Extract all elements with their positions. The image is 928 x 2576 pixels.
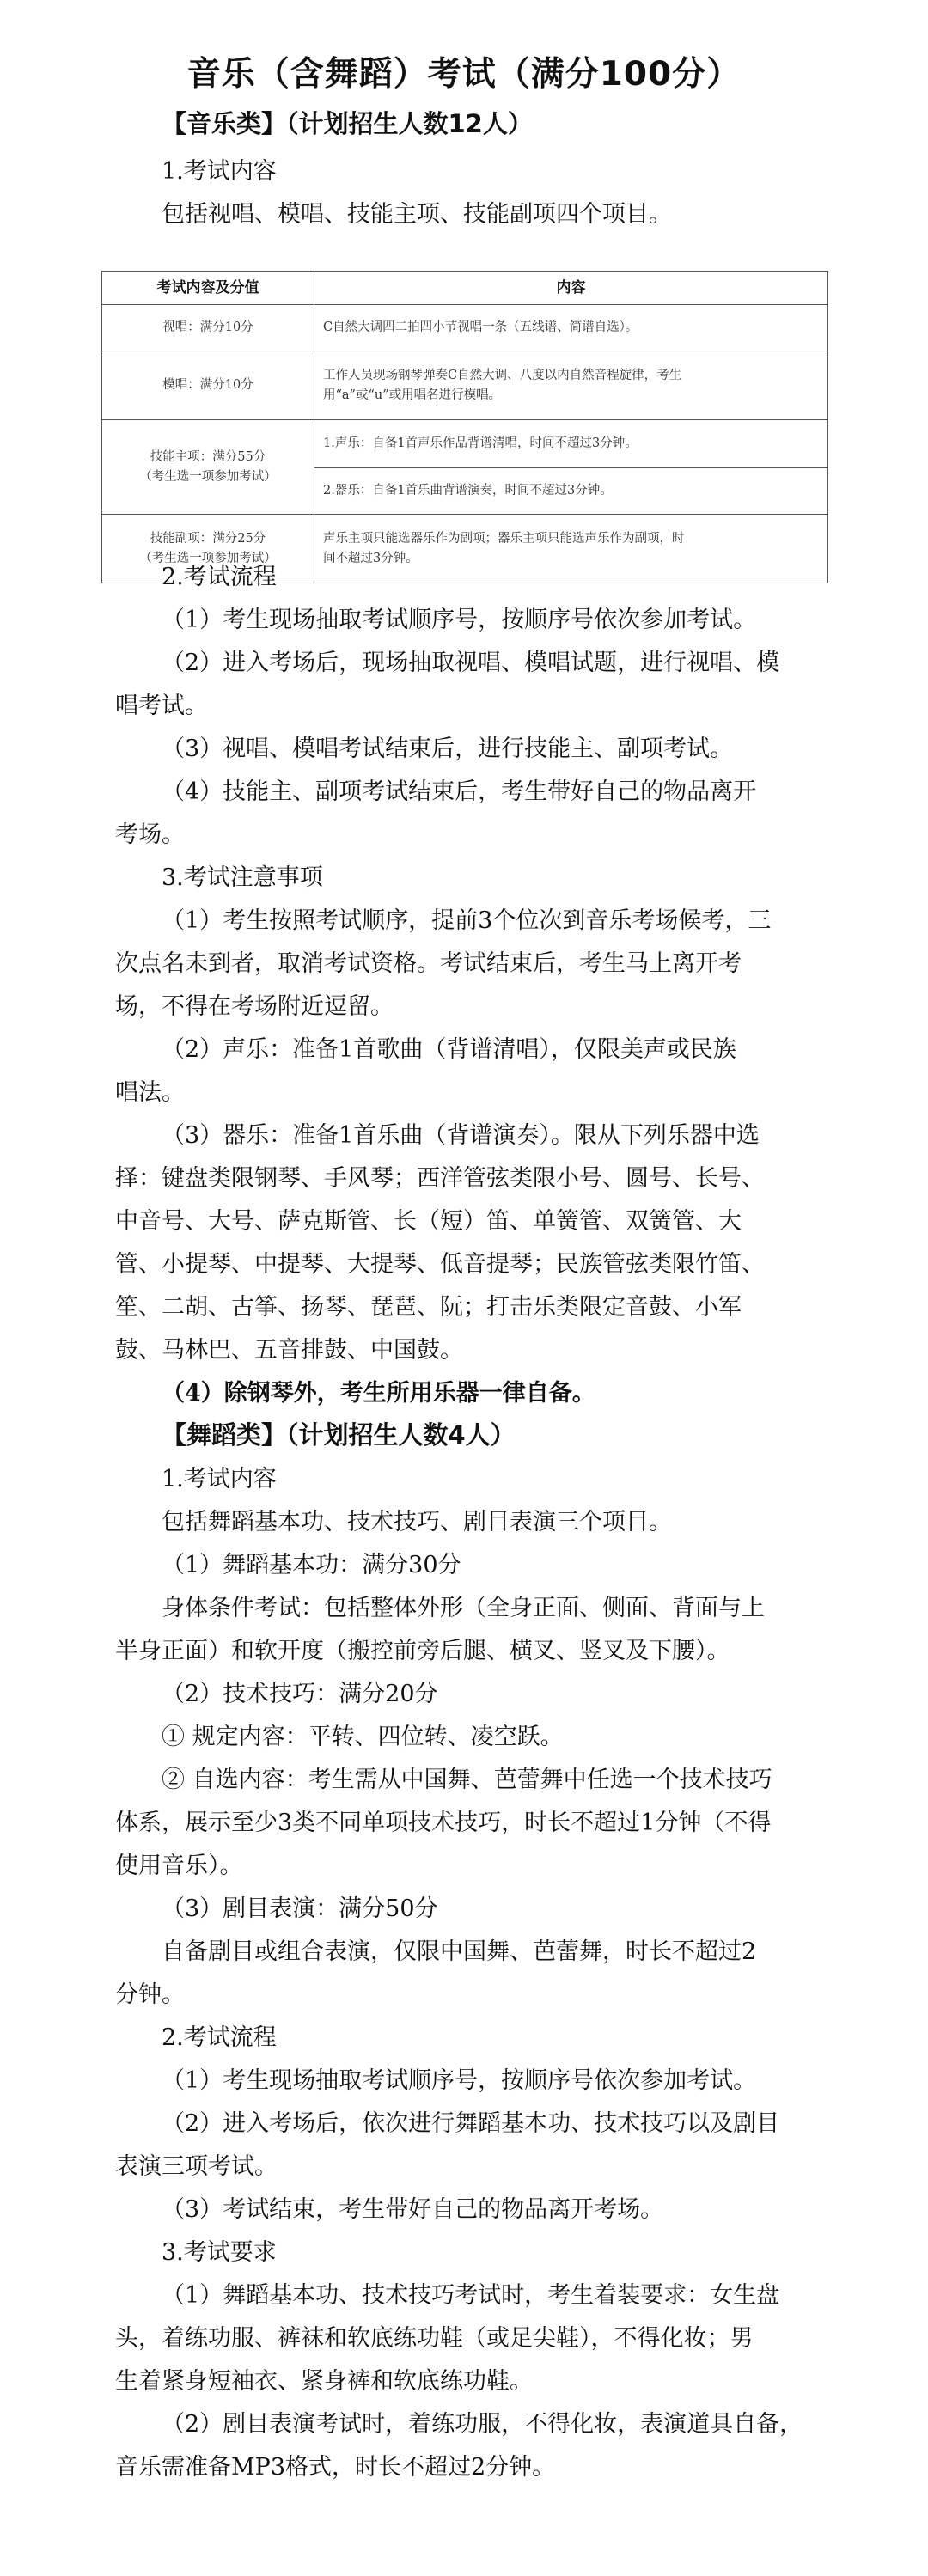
dance-text-line: 包括舞蹈基本功、技术技巧、剧目表演三个项目。 [162, 1509, 672, 1535]
music-text-line: （1）考生按照考试顺序，提前3个位次到音乐考场候考，三 [162, 907, 772, 934]
dance-text-line: 分钟。 [115, 1981, 185, 2008]
music-text-line: 3.考试注意事项 [162, 864, 323, 891]
table-cell-content: 1.声乐：自备1首声乐作品背谱清唱，时间不超过3分钟。 [314, 420, 828, 468]
table-cell-item: 视唱：满分10分 [102, 305, 314, 351]
music-text-line: （3）视唱、模唱考试结束后，进行技能主、副项考试。 [162, 736, 734, 762]
table-cell-item: 模唱：满分10分 [102, 351, 314, 420]
dance-text-line: 3.考试要求 [162, 2239, 277, 2266]
table-header-item: 考试内容及分值 [102, 272, 314, 305]
table-cell-content: 2.器乐：自备1首乐曲背谱演奏，时间不超过3分钟。 [314, 468, 828, 515]
dance-text-line: 体系，展示至少3类不同单项技术技巧，时长不超过1分钟（不得 [115, 1810, 772, 1836]
dance-text-line: （3）剧目表演：满分50分 [162, 1895, 438, 1922]
music-text-line: 唱考试。 [115, 693, 208, 719]
music-text-line: （3）器乐：准备1首乐曲（背谱演奏）。限从下列乐器中选 [162, 1122, 760, 1149]
dance-text-line: ② 自选内容：考生需从中国舞、芭蕾舞中任选一个技术技巧 [162, 1767, 772, 1793]
music-text-line: 2.考试流程 [162, 564, 277, 590]
dance-text-line: 头，着练功服、裤袜和软底练功鞋（或足尖鞋），不得化妆；男 [115, 2325, 754, 2352]
music-text-line: （2）进入考场后，现场抽取视唱、模唱试题，进行视唱、模 [162, 650, 780, 676]
music-text-line: 鼓、马林巴、五音排鼓、中国鼓。 [115, 1337, 463, 1364]
music-text-line: （1）考生现场抽取考试顺序号，按顺序号依次参加考试。 [162, 607, 757, 633]
table-header-row [102, 272, 828, 305]
dance-text-line: （2）进入考场后，依次进行舞蹈基本功、技术技巧以及剧目 [162, 2110, 780, 2137]
table-cell-content: C自然大调四二拍四小节视唱一条（五线谱、简谱自选）。 [314, 305, 828, 351]
dance-text-line: 音乐需准备MP3格式，时长不超过2分钟。 [115, 2454, 556, 2481]
music-text-line: 中音号、大号、萨克斯管、长（短）笛、单簧管、双簧管、大 [115, 1208, 742, 1235]
table-cell-content: 工作人员现场钢琴弹奏C自然大调、八度以内自然音程旋律，考生 用“a”或“u”或用唱名进行模唱。 [314, 351, 828, 420]
table-row [102, 305, 828, 351]
dance-text-line: 自备剧目或组合表演，仅限中国舞、芭蕾舞，时长不超过2 [162, 1938, 757, 1965]
dance-text-line: 1.考试内容 [162, 1466, 277, 1492]
music-text-line: 择：键盘类限钢琴、手风琴；西洋管弦类限小号、圆号、长号、 [115, 1165, 765, 1192]
table-cell-content: 声乐主项只能选器乐作为副项；器乐主项只能选声乐作为副项，时 间不超过3分钟。 [314, 515, 828, 583]
music-text-line: 场，不得在考场附近逗留。 [115, 993, 394, 1020]
table-header-content: 内容 [314, 272, 828, 305]
dance-text-line: 生着紧身短袖衣、紧身裤和软底练功鞋。 [115, 2368, 533, 2395]
dance-text-line: （3）考试结束，考生带好自己的物品离开考场。 [162, 2196, 664, 2223]
dance-text-line: （1）舞蹈基本功：满分30分 [162, 1552, 461, 1578]
dance-text-line: 半身正面）和软开度（搬控前旁后腿、横叉、竖叉及下腰）。 [115, 1638, 730, 1664]
page-title: 音乐（含舞蹈）考试（满分100分） [186, 55, 742, 94]
dance-heading: 【舞蹈类】（计划招生人数4人） [162, 1420, 516, 1450]
table-row [102, 420, 828, 468]
table-cell-item: 技能副项：满分25分 （考生选一项参加考试） [102, 515, 314, 583]
dance-text-line: 2.考试流程 [162, 2024, 277, 2051]
table-cell-item: 技能主项：满分55分 （考生选一项参加考试） [102, 420, 314, 515]
dance-text-line: 身体条件考试：包括整体外形（全身正面、侧面、背面与上 [162, 1595, 765, 1621]
music-text-line: 考场。 [115, 821, 185, 848]
music-text-line: 唱法。 [115, 1079, 185, 1106]
dance-text-line: 使用音乐）。 [115, 1853, 243, 1879]
music-section-1-text: 包括视唱、模唱、技能主项、技能副项四个项目。 [162, 201, 672, 228]
music-text-line: （2）声乐：准备1首歌曲（背谱清唱），仅限美声或民族 [162, 1036, 736, 1063]
table-row [102, 351, 828, 420]
dance-text-line: （1）舞蹈基本功、技术技巧考试时，考生着装要求：女生盘 [162, 2282, 780, 2309]
music-section-1-title: 1.考试内容 [162, 158, 277, 185]
music-text-line: 管、小提琴、中提琴、大提琴、低音提琴；民族管弦类限竹笛、 [115, 1251, 765, 1278]
dance-text-line: ① 规定内容：平转、四位转、凌空跃。 [162, 1724, 564, 1750]
dance-text-line: （1）考生现场抽取考试顺序号，按顺序号依次参加考试。 [162, 2067, 757, 2094]
music-heading: 【音乐类】（计划招生人数12人） [162, 109, 533, 138]
music-text-line: 次点名未到者，取消考试资格。考试结束后，考生马上离开考 [115, 950, 742, 977]
music-text-line: （4）除钢琴外，考生所用乐器一律自备。 [162, 1380, 595, 1407]
dance-text-line: （2）技术技巧：满分20分 [162, 1681, 438, 1707]
music-text-line: （4）技能主、副项考试结束后，考生带好自己的物品离开 [162, 778, 757, 805]
dance-text-line: （2）剧目表演考试时，着练功服，不得化妆，表演道具自备， [162, 2411, 803, 2438]
dance-text-line: 表演三项考试。 [115, 2153, 278, 2180]
music-text-line: 笙、二胡、古筝、扬琴、琵琶、阮；打击乐类限定音鼓、小军 [115, 1294, 742, 1321]
music-exam-table [101, 271, 828, 583]
